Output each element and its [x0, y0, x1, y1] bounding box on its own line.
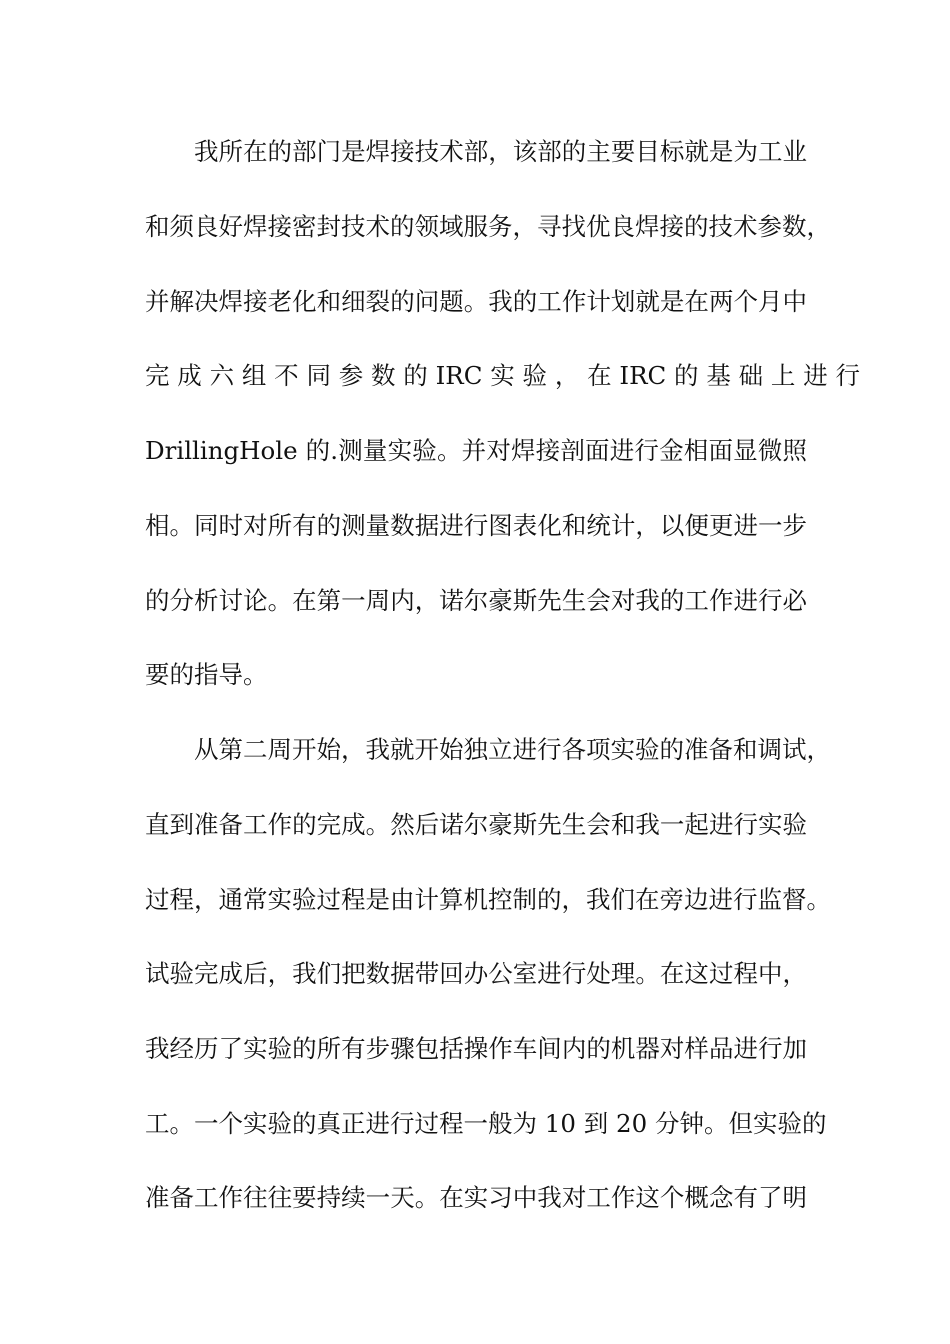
paragraph-1-line-2: 和须良好焊接密封技术的领域服务，寻找优良焊接的技术参数， [145, 212, 831, 241]
paragraph-2-line-4: 试验完成后，我们把数据带回办公室进行处理。在这过程中， [145, 959, 807, 988]
paragraph-1-line-5: DrillingHole 的.测量实验。并对焊接剖面进行金相面显微照 [145, 436, 807, 465]
paragraph-2-line-2: 直到准备工作的完成。然后诺尔豪斯先生会和我一起进行实验 [145, 810, 807, 839]
paragraph-2-line-1: 从第二周开始，我就开始独立进行各项实验的准备和调试， [194, 735, 831, 764]
paragraph-1-line-8: 要的指导。 [145, 660, 268, 689]
paragraph-2-line-3: 过程，通常实验过程是由计算机控制的，我们在旁边进行监督。 [145, 885, 831, 914]
paragraph-1-line-6: 相。同时对所有的测量数据进行图表化和统计，以便更进一步 [145, 511, 807, 540]
paragraph-2-line-7: 准备工作往往要持续一天。在实习中我对工作这个概念有了明 [145, 1183, 807, 1212]
paragraph-2-line-6: 工。一个实验的真正进行过程一般为 10 到 20 分钟。但实验的 [145, 1109, 827, 1138]
paragraph-2-line-5: 我经历了实验的所有步骤包括操作车间内的机器对样品进行加 [145, 1034, 807, 1063]
paragraph-1-line-4: 完 成 六 组 不 同 参 数 的 IRC 实 验 ， 在 IRC 的 基 础 上 进 行 [145, 361, 860, 390]
paragraph-1-line-7: 的分析讨论。在第一周内，诺尔豪斯先生会对我的工作进行必 [145, 586, 807, 615]
paragraph-1-line-3: 并解决焊接老化和细裂的问题。我的工作计划就是在两个月中 [145, 287, 807, 316]
paragraph-1-line-1: 我所在的部门是焊接技术部，该部的主要目标就是为工业 [194, 137, 807, 166]
